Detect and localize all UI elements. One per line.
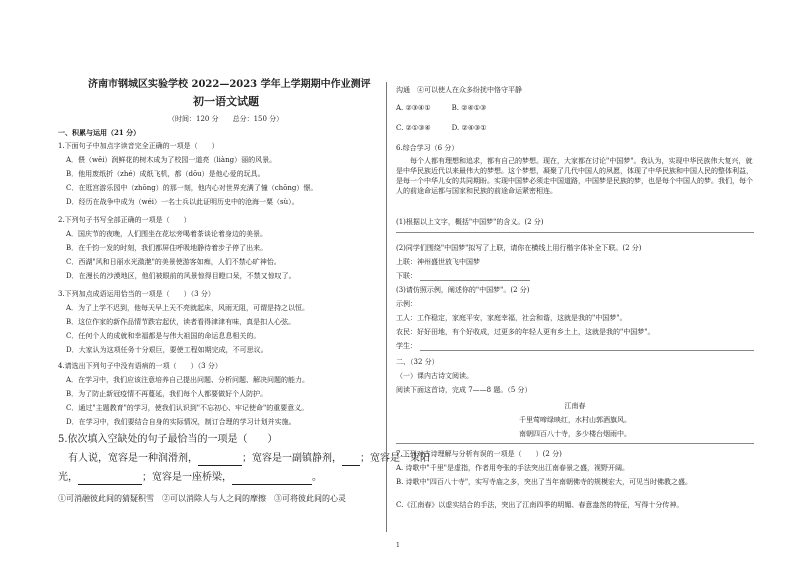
question-1-stem: 1.下面句子中加点字读音完全正确的一项是（ ） (58, 142, 219, 150)
q5-text-6: 。 (312, 472, 322, 483)
blank-4[interactable] (232, 472, 312, 485)
poem-line-1: 千里莺啼绿映红，水村山郭酒旗风。 (519, 416, 631, 424)
poem-line-2: 南朝四百八十寺，多少楼台烟雨中。 (519, 430, 631, 438)
column-divider (386, 82, 387, 532)
q5-text-5: ；宽容是一座桥梁， (142, 472, 232, 483)
question-4-option-d: D．在学习中，我们要结合自身的实际情况，制订合理的学习计划并实施。 (66, 418, 296, 426)
question-4-option-b: B．为了防止新冠疫情不再蔓延，我们每个人都要做好个人防护。 (66, 390, 268, 398)
question-6-passage: 每个人都有理想和追求，都有自己的梦想。现在，大家都在讨论"中国梦"。我认为，实现中华民族伟大复兴，就是中华民族近代以来最伟大的梦想。这个梦想，凝聚了几代中国人的夙愿，体现了中华民族和中国人民的整体利益，是每一个中华儿女的共同期盼。实现中国梦必须走中国道路，中国梦是民族的梦，也是每个中国人的梦。我们，每个人的前途命运都与国家和民族的前途命运紧密相连。 (396, 157, 753, 195)
exam-title: 济南市钢城区实验学校 2022—2023 学年上学期期中作业测评 (88, 79, 371, 90)
section-2-heading: 二、（32 分） (396, 358, 439, 366)
question-5-options: ①可消融彼此间的猜疑积雪 ②可以消除人与人之间的摩擦 ③可将彼此间的心灵 (58, 494, 346, 503)
question-1-option-d: D．经历在战争中成为（wéi）一名士兵以此证明历史中的沧海一粟（sù）。 (66, 198, 299, 206)
blank-1[interactable] (198, 453, 242, 466)
xialian-answer-line[interactable] (420, 280, 530, 281)
exam-subtitle: 初一语文试题 (193, 95, 259, 108)
question-3-option-b: B．这位作家的新作品情节跌宕起伏，读者看得津津有味，真是扣人心弦。 (66, 318, 296, 326)
question-5-line-2 (58, 472, 322, 485)
question-3-stem: 3.下列加点成语运用恰当的一项是（ ）（3 分） (58, 290, 215, 298)
answer-line-1[interactable] (396, 232, 754, 233)
question-7-option-c: C.《江南春》以虚实结合的手法，突出了江南四季的明媚、春意盎然的特征，写得十分传神。 (396, 501, 684, 509)
question-5-stem: 5.依次填入空缺处的句子最恰当的一项是（ ） (58, 434, 278, 445)
q5-text-2: ；宽容是一副镇静剂， (242, 453, 342, 464)
question-2-option-d: D．在漫长的沙漠地区，他们被眼前的风景惊得目瞪口呆，不禁又惊叹了。 (66, 272, 296, 280)
question-6-stem: 6.综合学习（6 分） (396, 144, 459, 152)
blank-2[interactable] (342, 453, 360, 466)
question-7-option-b: B. 诗歌中"四百八十寺"，实写寺庙之多，突出了当年南朝佛寺的规模宏大，可见当时佛教之盛。 (396, 478, 693, 486)
student-label: 学生： (396, 342, 417, 350)
question-3-option-c: C．任何个人的成就和幸福都是与伟大祖国的命运息息相关的。 (66, 332, 261, 340)
question-5-line-1 (68, 453, 430, 466)
question-3-option-d: D．大家认为这项任务十分艰巨，要使工程如期完成，不可思议。 (66, 346, 268, 354)
question-4-stem: 4.请选出下列句子中没有语病的一项（ ）（3 分） (58, 362, 222, 370)
q5-choices-cd: C. ②①③④ D. ②④③① (396, 124, 487, 132)
q5-choices-ab: A. ②③④① B. ②④①③ (396, 104, 487, 112)
question-2-option-a: A．国庆节的夜晚，人们围坐在花坛旁喝着茶谈论着身边的美景。 (66, 230, 268, 238)
section-heading: 一、积累与运用（21 分） (58, 128, 141, 137)
question-1-option-c: C．在逛宫游乐园中（zhōng）的那一刻，他内心对世界充满了憧（chōng）憬。 (66, 184, 318, 192)
question-4-option-c: C．通过"主题教育"的学习，使我们认识到"不忘初心、牢记使命"的重要意义。 (66, 404, 309, 412)
shanglian: 上联：神州盛世放飞中国梦 (396, 258, 480, 266)
subsection-1-heading: （一）课内古诗文阅读。 (396, 372, 473, 380)
question-6-part-3: (3)请仿照示例，阐述你的"中国梦"。(2 分) (396, 286, 530, 294)
time-score: （时间：120 分 总分：150 分） (168, 115, 284, 123)
question-1-option-b: B．他用废纸折（zhé）成纸飞机，都（dōu）是他心爱的玩具。 (66, 170, 265, 178)
question-7-option-a: A. 诗歌中"千里"是虚指，作者用夸张的手法突出江南春景之盛，视野开阔。 (396, 464, 629, 472)
question-6-part-1: (1)根据以上文字，概括"中国梦"的含义。(2 分) (396, 218, 544, 226)
poem-title: 江南春 (564, 402, 586, 410)
example-worker: 工人：工作稳定，家庭平安，家庭幸福，社会和谐，这就是我的"中国梦"。 (396, 314, 627, 322)
question-3-option-a: A．为了上学不迟到，他每天早上天不亮就起床，风雨无阻，可谓是持之以恒。 (66, 304, 310, 312)
example-label: 示例： (396, 300, 417, 308)
question-1-option-a: A．偎（wēi）润鲜花的树木成为了校园一道亮（liàng）丽的风景。 (66, 156, 277, 164)
page-number: 1 (396, 542, 400, 549)
q5-text-3: ；宽容是一束阳 (360, 453, 430, 464)
student-answer-line[interactable] (420, 350, 754, 351)
question-2-option-b: B．在千钧一发的时刻，我们都屏住呼吸地静待着步子停了出来。 (66, 244, 268, 252)
q5-continued: 沟通 ④可以使人在众多纷扰中恪守平静 (396, 86, 522, 94)
blank-3[interactable] (78, 472, 142, 485)
question-2-option-c: C．西湖"风和日丽水光潋滟"的美景使游客如痴，人们不禁心旷神怡。 (66, 258, 281, 266)
xialian: 下联： (396, 272, 417, 280)
question-2-stem: 2.下列句子书写全部正确的一项是（ ） (58, 216, 191, 224)
example-farmer: 农民：好好田地，有个好收成，过更多的年轻人更有乡土上，这就是我的"中国梦"。 (396, 328, 655, 336)
question-6-part-2: (2)同学们围绕"中国梦"拟写了上联，请你在横线上用行楷字体补全下联。(2 分) (396, 244, 642, 252)
q5-text-1: 有人说，宽容是一种润滑剂， (68, 453, 198, 464)
reading-instruction: 阅读下面这首诗，完成 7——8 题。（5 分） (396, 386, 532, 394)
question-7-stem: 7.下列对古诗理解与分析有误的一项是（ ）(2 分) (396, 450, 562, 458)
question-4-option-a: A．在学习中，我们应该注意培养自己提出问题、分析问题、解决问题的能力。 (66, 376, 310, 384)
poem-separator (396, 443, 754, 444)
q5-text-4: 光， (58, 472, 78, 483)
